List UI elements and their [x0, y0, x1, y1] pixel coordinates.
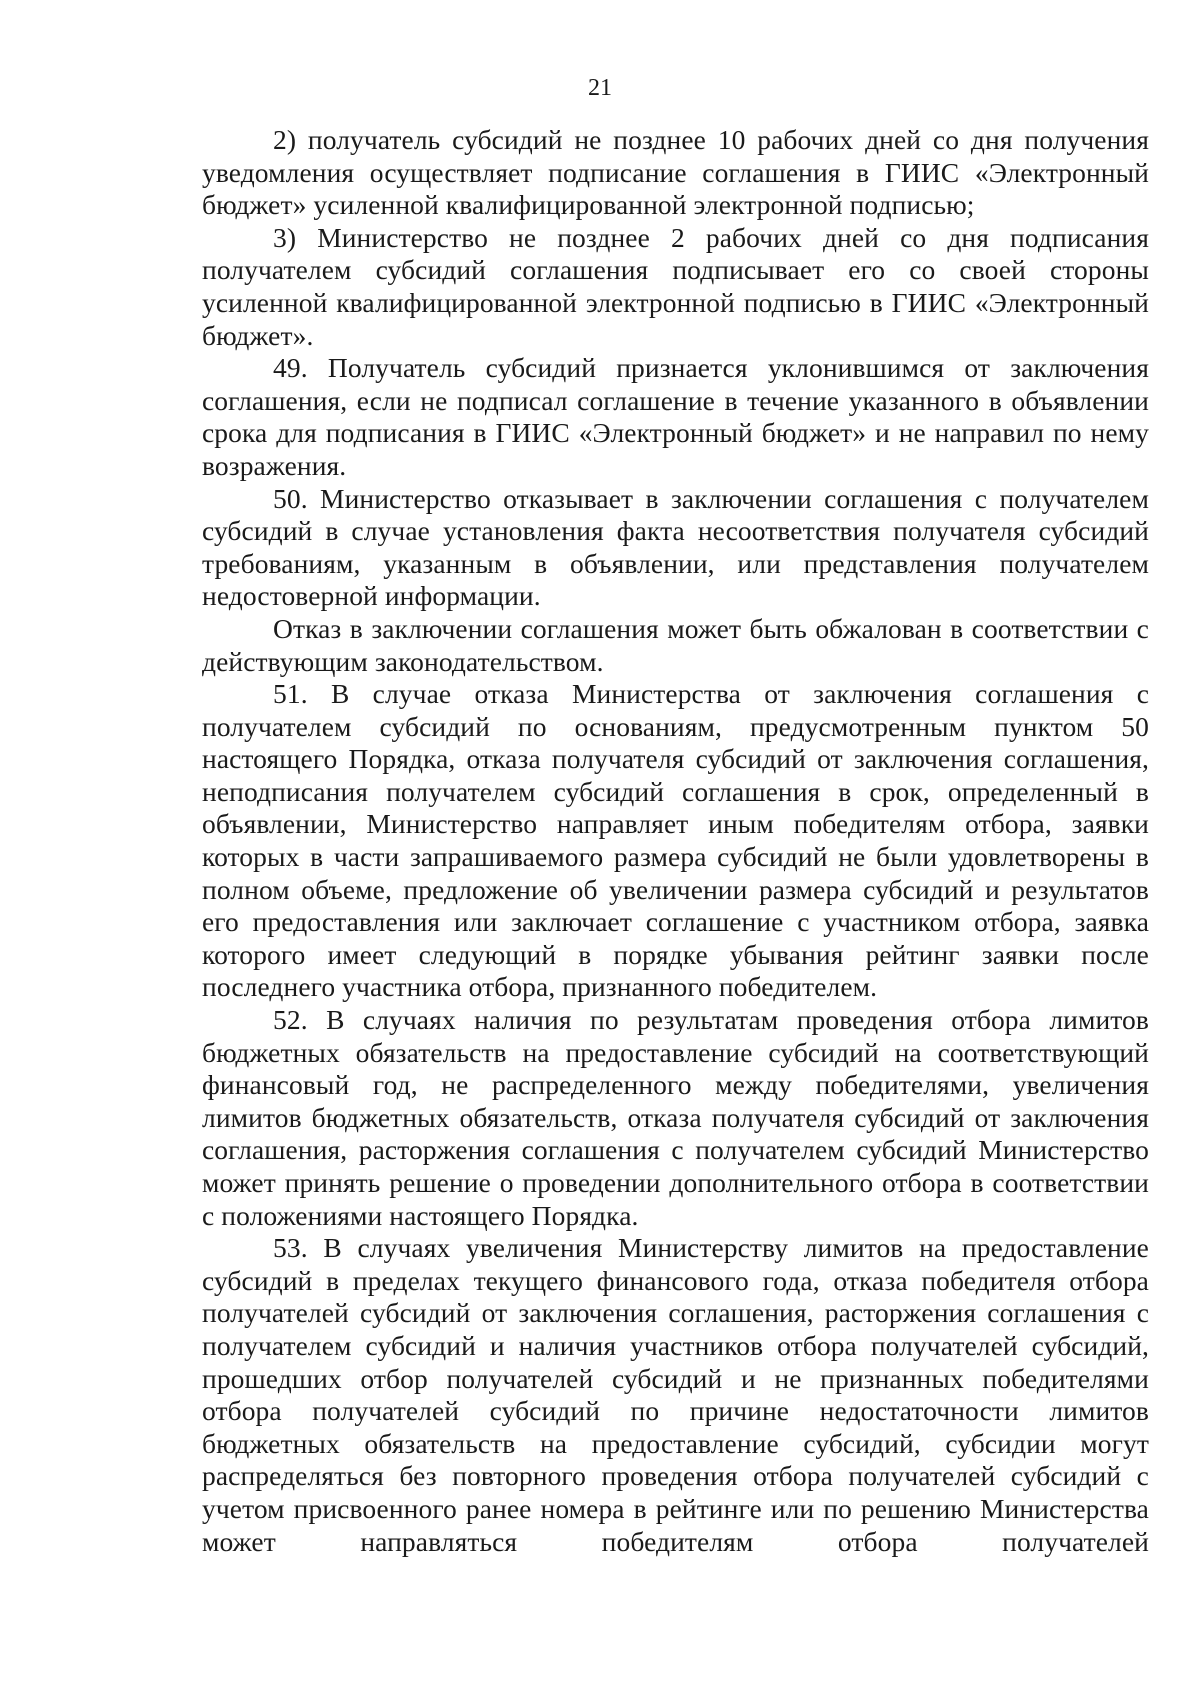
paragraph-item-2: 2) получатель субсидий не позднее 10 рабочих дней со дня получения уведомления осуществляет подписание соглашения в ГИИС «Электронный бюджет» усиленной квалифицированной электронной подписью;	[202, 124, 1149, 221]
paragraph-clause-51: 51. В случае отказа Министерства от заключения соглашения с получателем субсидий по основаниям, предусмотренным пунктом 50 настоящего Порядка, отказа получателя субсидий от заключения соглашения, неподписания получателем субсидий соглашения в срок, определенный в объявлении, Министерство направляет иным победителям отбора, заявки которых в части запрашиваемого размера субсидий не были удовлетворены в полном объеме, предложение об увеличении размера субсидий и результатов его предоставления или заключает соглашение с участником отбора, заявка которого имеет следующий в порядке убывания рейтинг заявки после последнего участника отбора, признанного победителем.	[202, 678, 1149, 1003]
paragraph-item-3: 3) Министерство не позднее 2 рабочих дней со дня подписания получателем субсидий соглашения подписывает его со своей стороны усиленной квалифицированной электронной подписью в ГИИС «Электронный бюджет».	[202, 221, 1149, 351]
paragraph-clause-53: 53. В случаях увеличения Министерству лимитов на предоставление субсидий в пределах текущего финансового года, отказа победителя отбора получателей субсидий от заключения соглашения, расторжения соглашения с получателем субсидий и наличия участников отбора получателей субсидий, прошедших отбор получателей субсидий и не признанных победителями отбора получателей субсидий по причине недостаточности лимитов бюджетных обязательств на предоставление субсидий, субсидии могут распределяться без повторного проведения отбора получателей субсидий с учетом присвоенного ранее номера в рейтинге или по решению Министерства может направляться победителям отбора получателей	[202, 1232, 1149, 1557]
paragraph-appeal-note: Отказ в заключении соглашения может быть обжалован в соответствии с действующим законодательством.	[202, 612, 1149, 677]
page-number: 21	[588, 75, 612, 101]
paragraph-clause-52: 52. В случаях наличия по результатам проведения отбора лимитов бюджетных обязательств на предоставление субсидий на соответствующий финансовый год, не распределенного между победителями, увеличения лимитов бюджетных обязательств, отказа получателя субсидий от заключения соглашения, расторжения соглашения с получателем субсидий Министерство может принять решение о проведении дополнительного отбора в соответствии с положениями настоящего Порядка.	[202, 1004, 1149, 1231]
paragraph-clause-50: 50. Министерство отказывает в заключении соглашения с получателем субсидий в случае установления факта несоответствия получателя субсидий требованиям, указанным в объявлении, или представления получателем недостоверной информации.	[202, 482, 1149, 612]
paragraph-clause-49: 49. Получатель субсидий признается уклонившимся от заключения соглашения, если не подписал соглашение в течение указанного в объявлении срока для подписания в ГИИС «Электронный бюджет» и не направил по нему возражения.	[202, 352, 1149, 481]
document-body	[202, 124, 1149, 1558]
